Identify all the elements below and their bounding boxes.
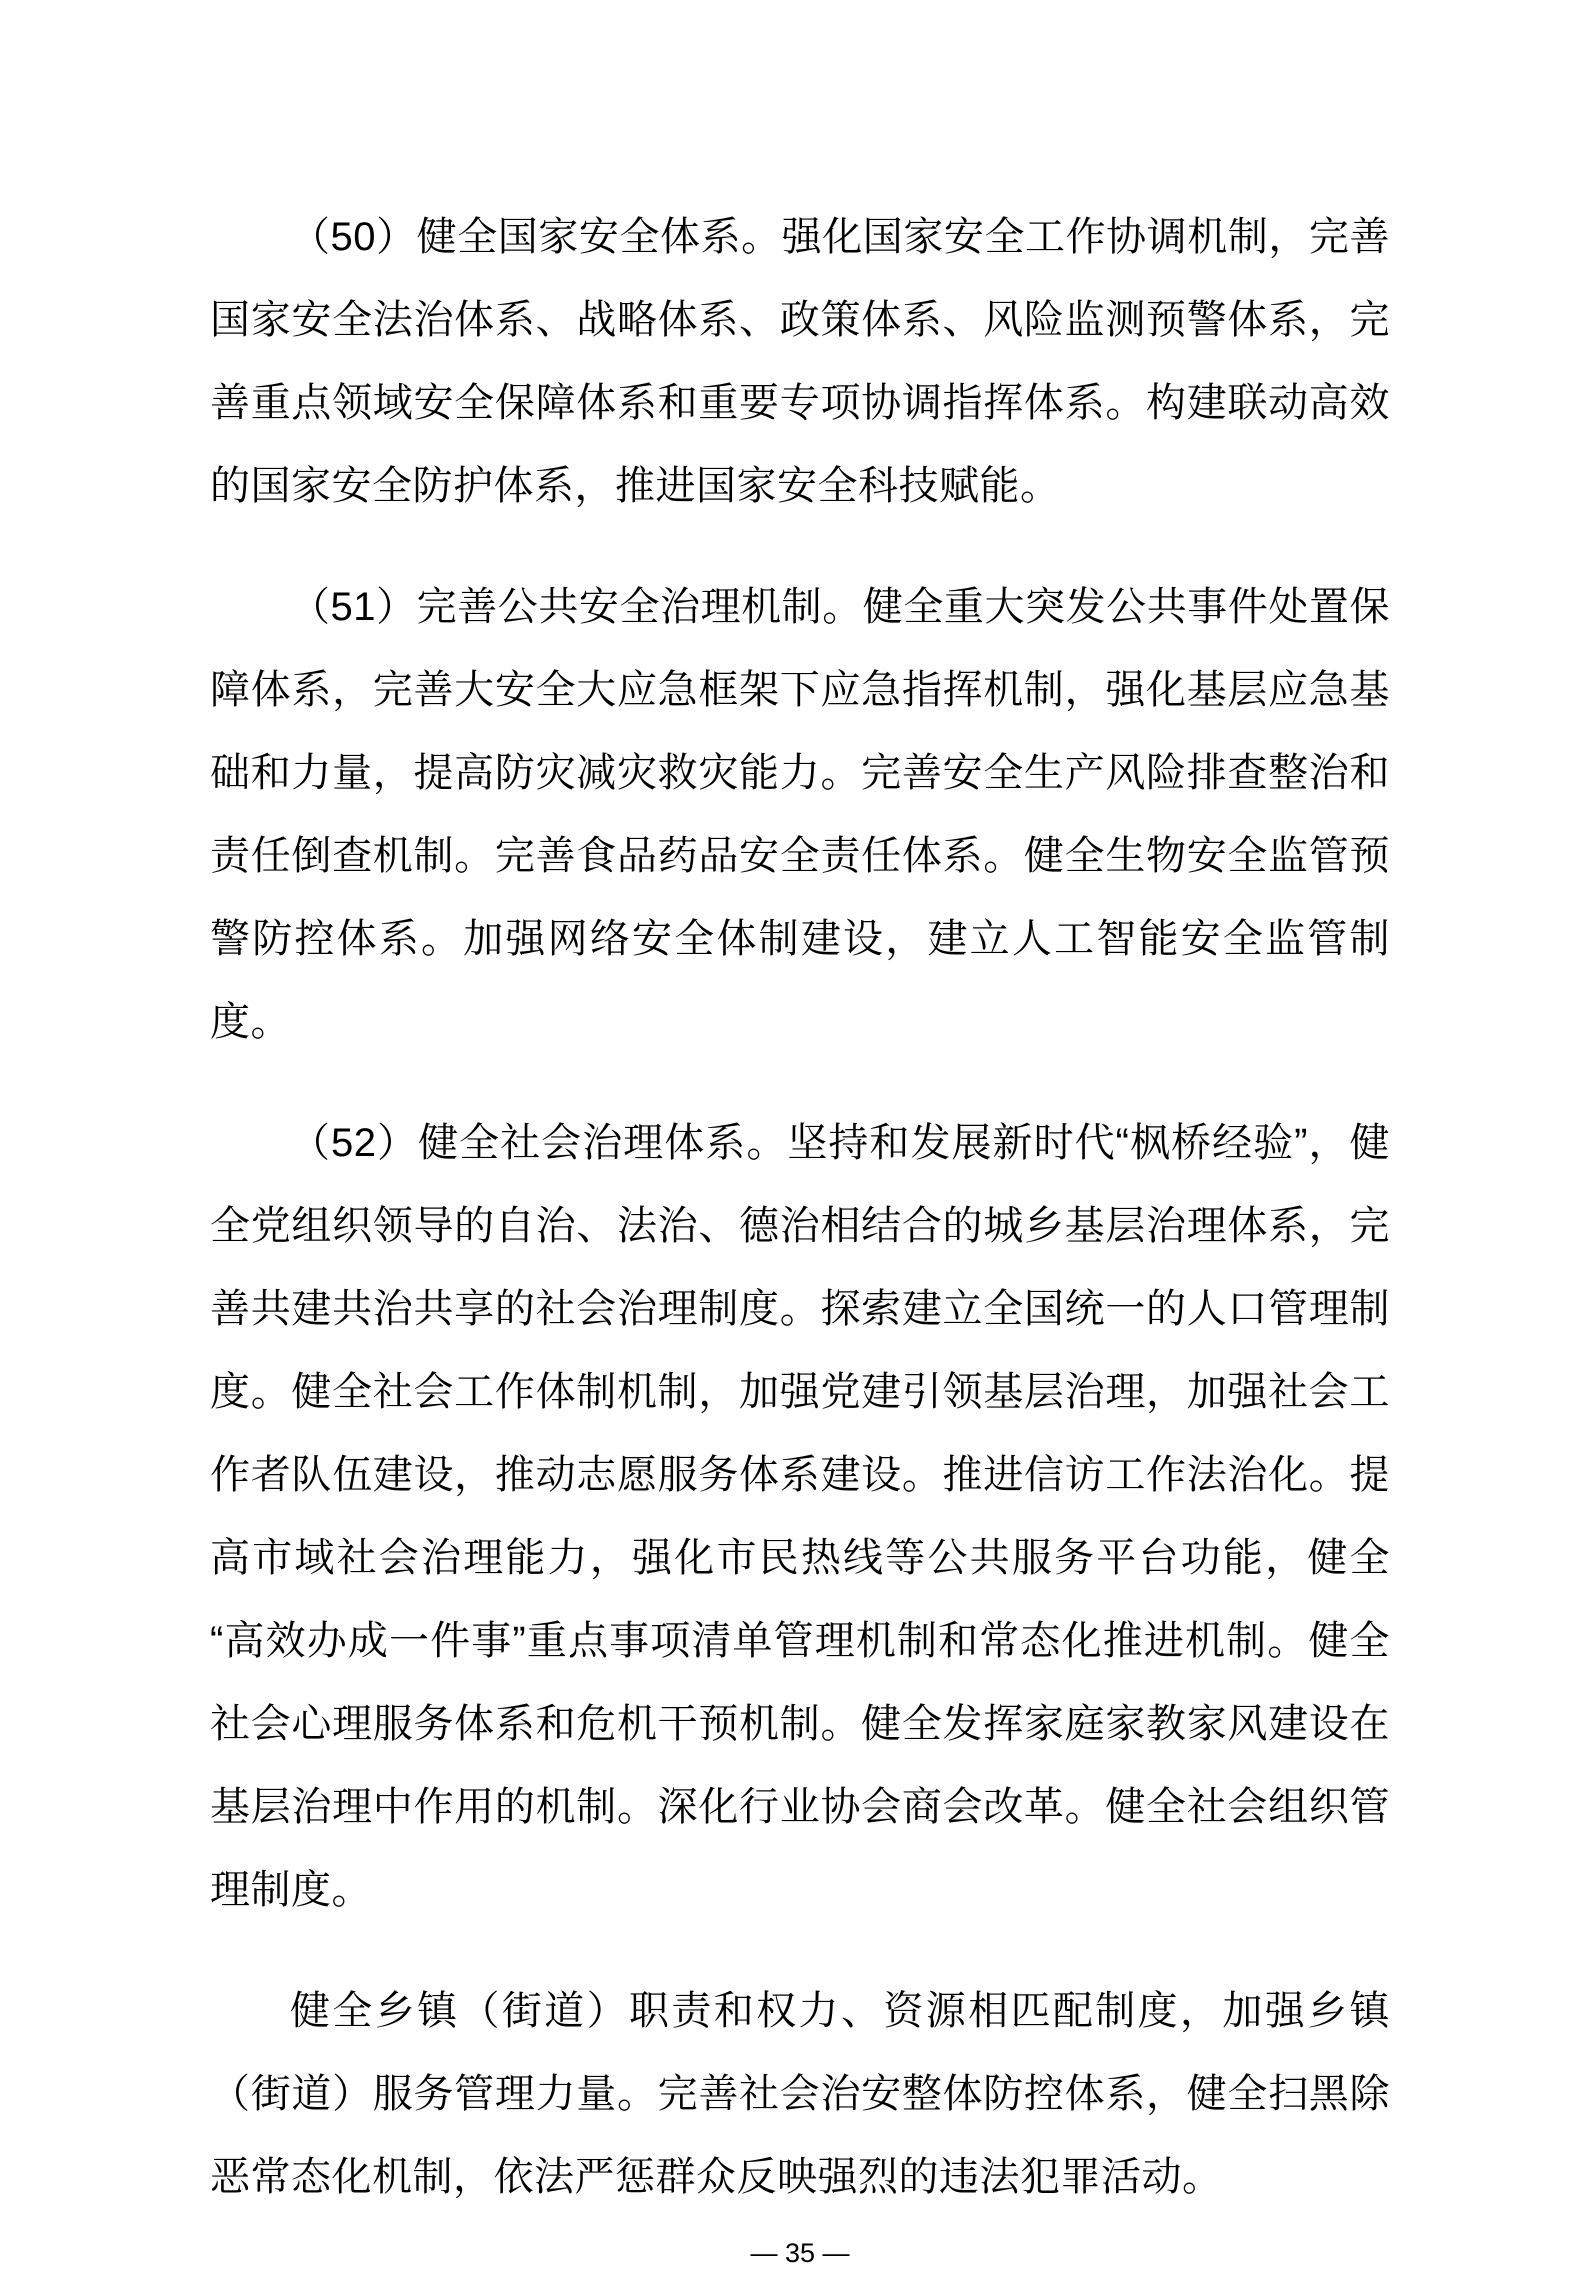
page-number: — 35 —	[750, 2238, 850, 2268]
paragraph-item-township: 健全乡镇（街道）职责和权力、资源相匹配制度，加强乡镇（街道）服务管理力量。完善社会治安整体防控体系，健全扫黑除恶常态化机制，依法严惩群众反映强烈的违法犯罪活动。	[210, 1989, 1390, 2199]
paragraph-item-52: （52）健全社会治理体系。坚持和发展新时代“枫桥经验”，健全党组织领导的自治、法治、德治相结合的城乡基层治理体系，完善共建共治共享的社会治理制度。探索建立全国统一的人口管理制度。健全社会工作体制机制，加强党建引领基层治理，加强社会工作者队伍建设，推动志愿服务体系建设。推进信访工作法治化。提高市域社会治理能力，强化市民热线等公共服务平台功能，健全“高效办成一件事”重点事项清单管理机制和常态化推进机制。健全社会心理服务体系和危机干预机制。健全发挥家庭家教家风建设在基层治理中作用的机制。深化行业协会商会改革。健全社会组织管理制度。	[210, 1121, 1390, 1912]
paragraph-item-51: （51）完善公共安全治理机制。健全重大突发公共事件处置保障体系，完善大安全大应急框架下应急指挥机制，强化基层应急基础和力量，提高防灾减灾救灾能力。完善安全生产风险排查整治和责任倒查机制。完善食品药品安全责任体系。健全生物安全监管预警防控体系。加强网络安全体制建设，建立人工智能安全监管制度。	[210, 585, 1390, 1044]
page-footer	[210, 2235, 1390, 2271]
paragraph-item-50: （50）健全国家安全体系。强化国家安全工作协调机制，完善国家安全法治体系、战略体系、政策体系、风险监测预警体系，完善重点领域安全保障体系和重要专项协调指挥体系。构建联动高效的国家安全防护体系，推进国家安全科技赋能。	[210, 215, 1390, 508]
document-body	[210, 196, 1390, 2219]
